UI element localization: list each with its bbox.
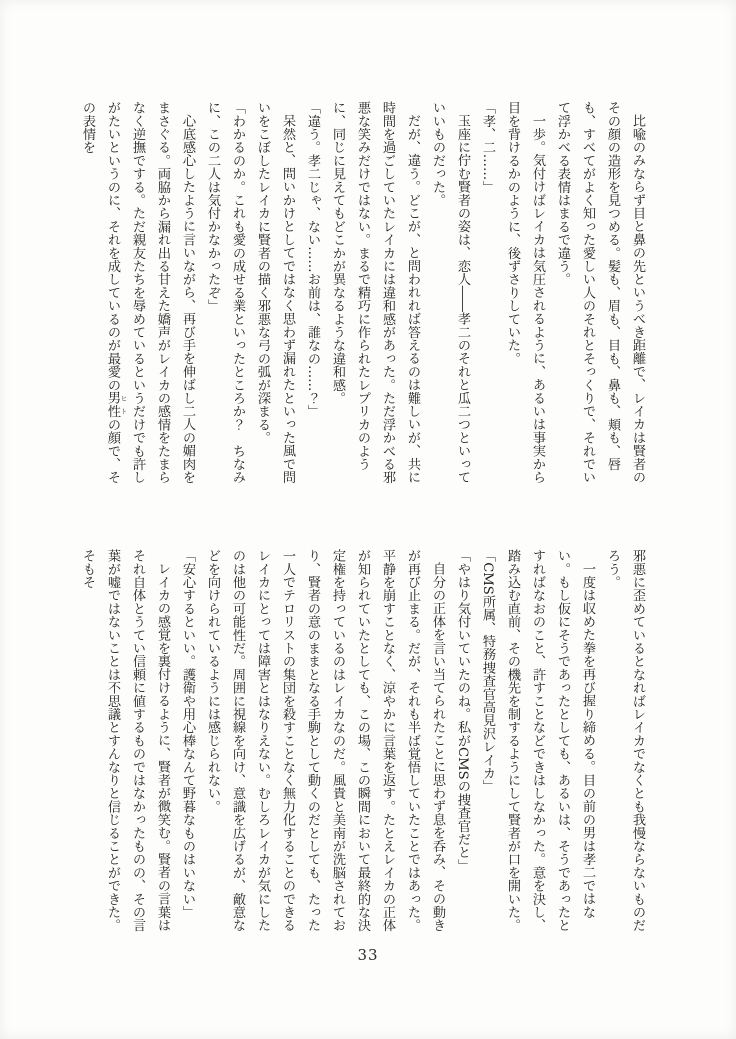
- narrative-paragraph: だが、違う。どこが、と問われれば答えるのは難しいが、共に時間を過ごしていたレイカには違和感があった。ただ浮かべる邪悪な笑みだけではない。まるで精巧に作られたレプリカのように、同じに見えてもどこかが異なるような違和感。: [330, 101, 420, 484]
- narrative-paragraph: 邪悪に歪めているとなればレイカでなくとも我慢ならないものだろう。: [605, 549, 645, 932]
- narrative-paragraph: 一度は収めた拳を再び握り締める。目の前の男は孝二ではない。もし仮にそうであったとしても、あるいは、そうであったとすればなおのこと、許すことなどできはしなかった。意を決し、踏み込む直前、その機先を制するようにして賢者が口を開いた。: [505, 549, 595, 932]
- dialogue-paragraph: 「安心するといい。護衛や用心棒なんて野暮なものはいない」: [180, 549, 195, 919]
- narrative-paragraph: 玉座に佇む賢者の姿は、恋人――孝二のそれと瓜二つといっていいものだった。: [430, 101, 470, 484]
- narrative-paragraph: 自分の正体を言い当てられたことに思わず息を呑み、その動きが再び止まる。だが、それも半ば覚悟していたことではあった。平静を崩すことなく、涼やかに言葉を返す。たとえレイカの正体が知られていたとしても、この場、この瞬間において最終的な決定権を持っているのはレイカなのだ。風貴と美南が洗脳されており、賢者の意のままとなる手駒として動くのだとしても、たった一人でテロリストの集団を殺すことなく無力化することのできるレイカにとっては障害とはなりえない。むしろレイカが気にしたのは他の可能性だ。周囲に視線を向け、意識を広げるが、敵意などを向けられているようには感じられない。: [205, 549, 445, 932]
- dialogue-paragraph: 「やはり気付いていたのね。私がCMSの捜査官だと」: [455, 549, 470, 873]
- narrative-paragraph: 一歩。気付けばレイカは気圧されるように、あるいは事実から目を背けるかのように、後ずさりしていた。: [505, 101, 545, 484]
- narrative-paragraph: 比喩のみならず目と鼻の先というべき距離で、レイカは賢者のその顔の造形を見つめる。髪も、眉も、目も、鼻も、頬も、唇も、すべてがよく知った愛しい人のそれとそっくりで、それでいて浮かべる表情はまるで違う。: [555, 101, 645, 484]
- narrative-paragraph: レイカの感覚を裏付けるように、賢者が微笑む。賢者の言葉はそれ自体とうてい信頼に値するものではなかったものの、その言葉が嘘ではないことは不思議とすんなりと信じることができた。そもそ: [80, 549, 170, 932]
- dialogue-paragraph: 「CMS所属、特務捜査官高見沢レイカ」: [480, 549, 495, 793]
- narrative-paragraph: 呆然と、問いかけとしてではなく思わず漏れたといった風で問いをこぼしたレイカに賢者の描く邪悪な弓の弧が深まる。: [255, 101, 295, 484]
- dialogue-paragraph: 「孝、二……」: [480, 101, 495, 194]
- dialogue-paragraph: 「わかるのか。これも愛の成せる業といったところか？ ちなみに、この二人は気付かなかったぞ」: [205, 101, 245, 484]
- dialogue-paragraph: 「違う。孝二じゃ、ない……お前は、誰なの……？」: [305, 101, 320, 418]
- narrative-paragraph: 心底感心したように言いながら、再び手を伸ばし二人の媚肉をまさぐる。両脇から漏れ出る甘えた嬌声がレイカの感情をたまらなく逆撫でする。ただ親友たちを辱めているというだけでも許しがたいというのに、それを成しているのが最愛の男性 ヒトの顔で、その表情を: [80, 101, 195, 484]
- page-number: 33: [357, 946, 379, 964]
- text-block-top: [82, 101, 650, 485]
- text-block-bottom: [82, 549, 650, 933]
- ruby-annotation: 男性 ヒト: [105, 391, 128, 418]
